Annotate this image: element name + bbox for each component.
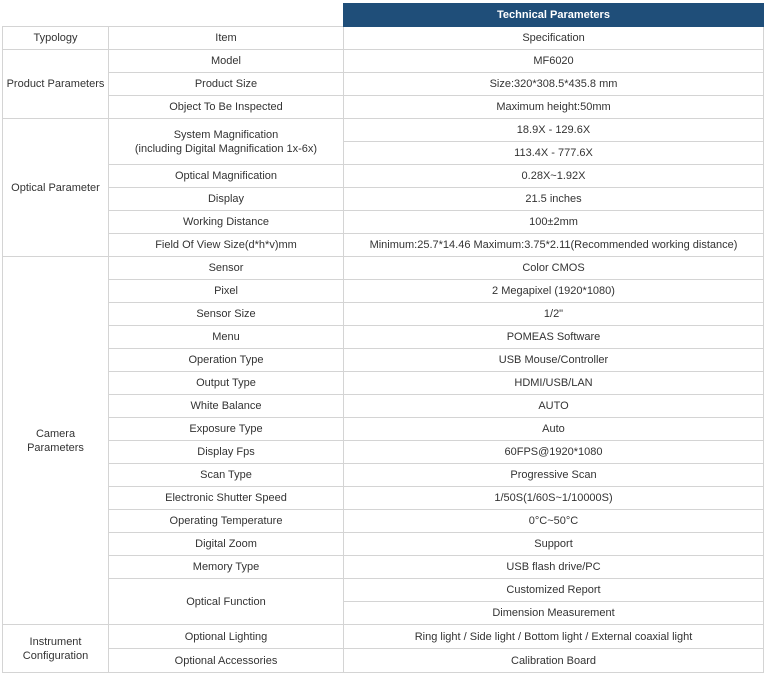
item-working-distance: Working Distance (109, 211, 344, 234)
spec-white-balance: AUTO (344, 395, 764, 418)
spec-dimension-measurement: Dimension Measurement (344, 602, 764, 625)
camera-label-line1: Camera (35, 427, 76, 440)
spec-customized-report: Customized Report (344, 579, 764, 602)
spec-scan-type: Progressive Scan (344, 464, 764, 487)
item-sensor: Sensor (109, 257, 344, 280)
spec-object-inspected: Maximum height:50mm (344, 96, 764, 119)
item-digital-zoom: Digital Zoom (109, 533, 344, 556)
item-operating-temperature: Operating Temperature (109, 510, 344, 533)
spec-pixel: 2 Megapixel (1920*1080) (344, 280, 764, 303)
item-pixel: Pixel (109, 280, 344, 303)
item-scan-type: Scan Type (109, 464, 344, 487)
camera-label-line2: Parameters (27, 441, 84, 454)
spec-system-magnification-1: 18.9X - 129.6X (344, 119, 764, 142)
spec-memory-type: USB flash drive/PC (344, 556, 764, 579)
item-memory-type: Memory Type (109, 556, 344, 579)
item-field-of-view: Field Of View Size(d*h*v)mm (109, 234, 344, 257)
item-optional-lighting: Optional Lighting (109, 625, 344, 649)
item-operation-type: Operation Type (109, 349, 344, 372)
header-typology: Typology (3, 27, 109, 50)
spec-system-magnification-2: 113.4X - 777.6X (344, 142, 764, 165)
spec-menu: POMEAS Software (344, 326, 764, 349)
item-exposure-type: Exposure Type (109, 418, 344, 441)
spec-working-distance: 100±2mm (344, 211, 764, 234)
item-menu: Menu (109, 326, 344, 349)
spec-operation-type: USB Mouse/Controller (344, 349, 764, 372)
title-spacer (3, 4, 344, 27)
spec-model: MF6020 (344, 50, 764, 73)
item-object-inspected: Object To Be Inspected (109, 96, 344, 119)
group-product-parameters: Product Parameters (3, 50, 109, 119)
spec-optional-accessories: Calibration Board (344, 649, 764, 673)
item-sensor-size: Sensor Size (109, 303, 344, 326)
spec-sensor: Color CMOS (344, 257, 764, 280)
group-optical-parameter: Optical Parameter (3, 119, 109, 257)
item-display-fps: Display Fps (109, 441, 344, 464)
spec-exposure-type: Auto (344, 418, 764, 441)
instrument-label-line2: Configuration (22, 649, 89, 662)
spec-sensor-size: 1/2" (344, 303, 764, 326)
spec-shutter-speed: 1/50S(1/60S~1/10000S) (344, 487, 764, 510)
technical-parameters-table (2, 3, 764, 673)
header-specification: Specification (344, 27, 764, 50)
spec-display: 21.5 inches (344, 188, 764, 211)
spec-optical-magnification: 0.28X~1.92X (344, 165, 764, 188)
system-magnification-line1: System Magnification (173, 128, 279, 141)
spec-optional-lighting: Ring light / Side light / Bottom light / External coaxial light (344, 625, 764, 649)
item-shutter-speed: Electronic Shutter Speed (109, 487, 344, 510)
spec-operating-temperature: 0°C~50°C (344, 510, 764, 533)
spec-output-type: HDMI/USB/LAN (344, 372, 764, 395)
spec-digital-zoom: Support (344, 533, 764, 556)
item-output-type: Output Type (109, 372, 344, 395)
instrument-label-line1: Instrument (29, 635, 82, 648)
header-item: Item (109, 27, 344, 50)
item-white-balance: White Balance (109, 395, 344, 418)
item-system-magnification (109, 119, 344, 165)
spec-field-of-view: Minimum:25.7*14.46 Maximum:3.75*2.11(Recommended working distance) (344, 234, 764, 257)
item-optical-magnification: Optical Magnification (109, 165, 344, 188)
spec-display-fps: 60FPS@1920*1080 (344, 441, 764, 464)
system-magnification-line2: (including Digital Magnification 1x-6x) (134, 142, 318, 155)
table-title: Technical Parameters (344, 4, 764, 27)
item-optional-accessories: Optional Accessories (109, 649, 344, 673)
spec-product-size: Size:320*308.5*435.8 mm (344, 73, 764, 96)
group-instrument-configuration (3, 625, 109, 673)
item-display: Display (109, 188, 344, 211)
item-model: Model (109, 50, 344, 73)
item-optical-function: Optical Function (109, 579, 344, 625)
group-camera-parameters (3, 257, 109, 625)
item-product-size: Product Size (109, 73, 344, 96)
